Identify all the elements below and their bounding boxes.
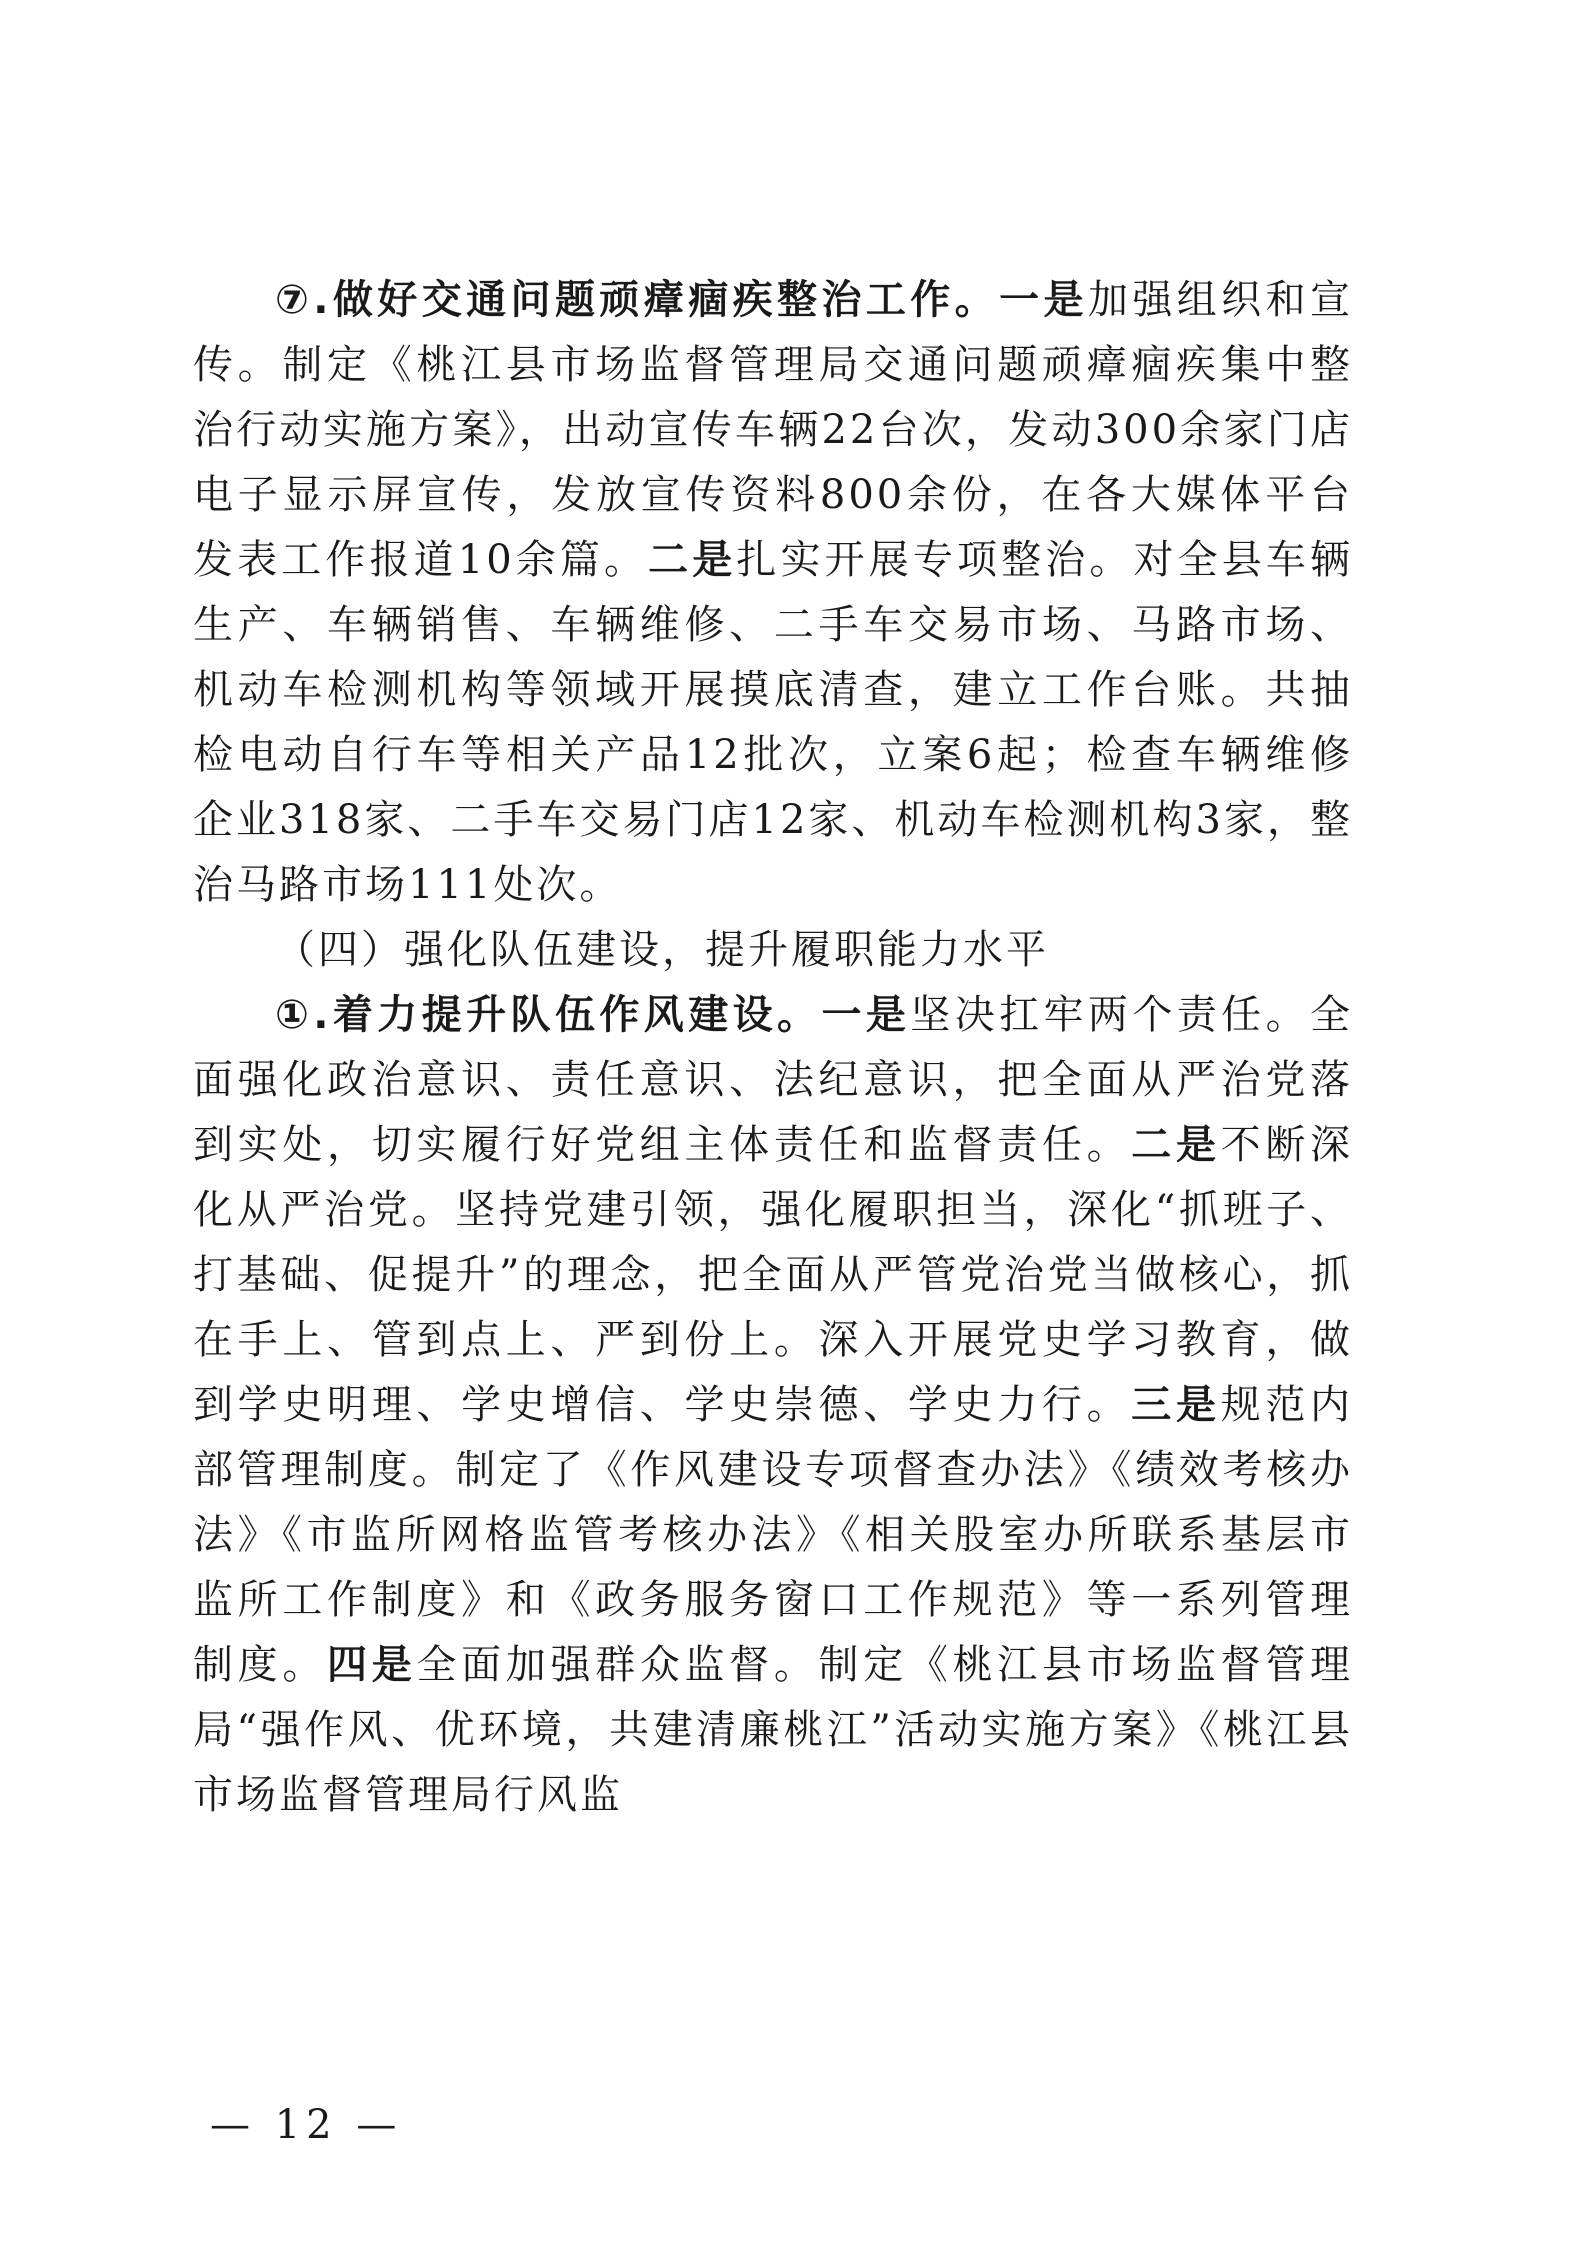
paragraph-text: 规范内部管理制度。制定了《作风建设专项督查办法》《绩效考核办法》《市监所网格监管考核办法》《相关股室办所联系基层市监所工作制度》和《政务服务窗口工作规范》等一系列管理制度。: [193, 1382, 1354, 1688]
paragraph-text: 扎实开展专项整治。对全县车辆生产、车辆销售、车辆维修、二手车交易市场、马路市场、机动车检测机构等领域开展摸底清查，建立工作台账。共抽检电动自行车等相关产品12批次，立案6起；检查车辆维修企业318家、二手车交易门店12家、机动车检测机构3家，整治马路市场111处次。: [193, 537, 1353, 908]
paragraph-text: 加强组织和宣传。制定《桃江县市场监督管理局交通问题顽瘴痼疾集中整治行动实施方案》，出动宣传车辆22台次，发动300余家门店电子显示屏宣传，发放宣传资料800余份，在各大媒体平台发表工作报道10余篇。: [193, 277, 1354, 583]
ordinal-3: 三是: [1131, 1382, 1221, 1428]
section-heading-4: （四）强化队伍建设，提升履职能力水平: [275, 927, 1049, 973]
ordinal-1: 一是: [999, 277, 1088, 323]
ordinal-2: 二是: [1131, 1122, 1221, 1168]
section-title-7: ⑦.做好交通问题顽瘴痼疾整治工作。: [275, 277, 1000, 323]
ordinal-4: 四是: [327, 1642, 417, 1688]
paragraph-text: 坚决扛牢两个责任。全面强化政治意识、责任意识、法纪意识，把全面从严治党落到实处，切实履行好党组主体责任和监督责任。: [193, 992, 1354, 1168]
document-body: [193, 268, 1353, 1828]
ordinal-1: 一是: [821, 992, 911, 1038]
section-title-1: ①.着力提升队伍作风建设。: [275, 992, 822, 1038]
paragraph-traffic-rectification: [193, 268, 1353, 918]
ordinal-2: 二是: [648, 537, 737, 583]
paragraph-team-style-building: [193, 983, 1353, 1828]
paragraph-text: 不断深化从严治党。坚持党建引领，强化履职担当，深化“抓班子、打基础、促提升”的理念，把全面从严管党治党当做核心，抓在手上、管到点上、严到份上。深入开展党史学习教育，做到学史明理、学史增信、学史崇德、学史力行。: [193, 1122, 1354, 1428]
page-number: — 12 —: [210, 2102, 403, 2148]
paragraph-text: 全面加强群众监督。制定《桃江县市场监督管理局“强作风、优环境，共建清廉桃江”活动实施方案》《桃江县市场监督管理局行风监: [193, 1642, 1354, 1818]
